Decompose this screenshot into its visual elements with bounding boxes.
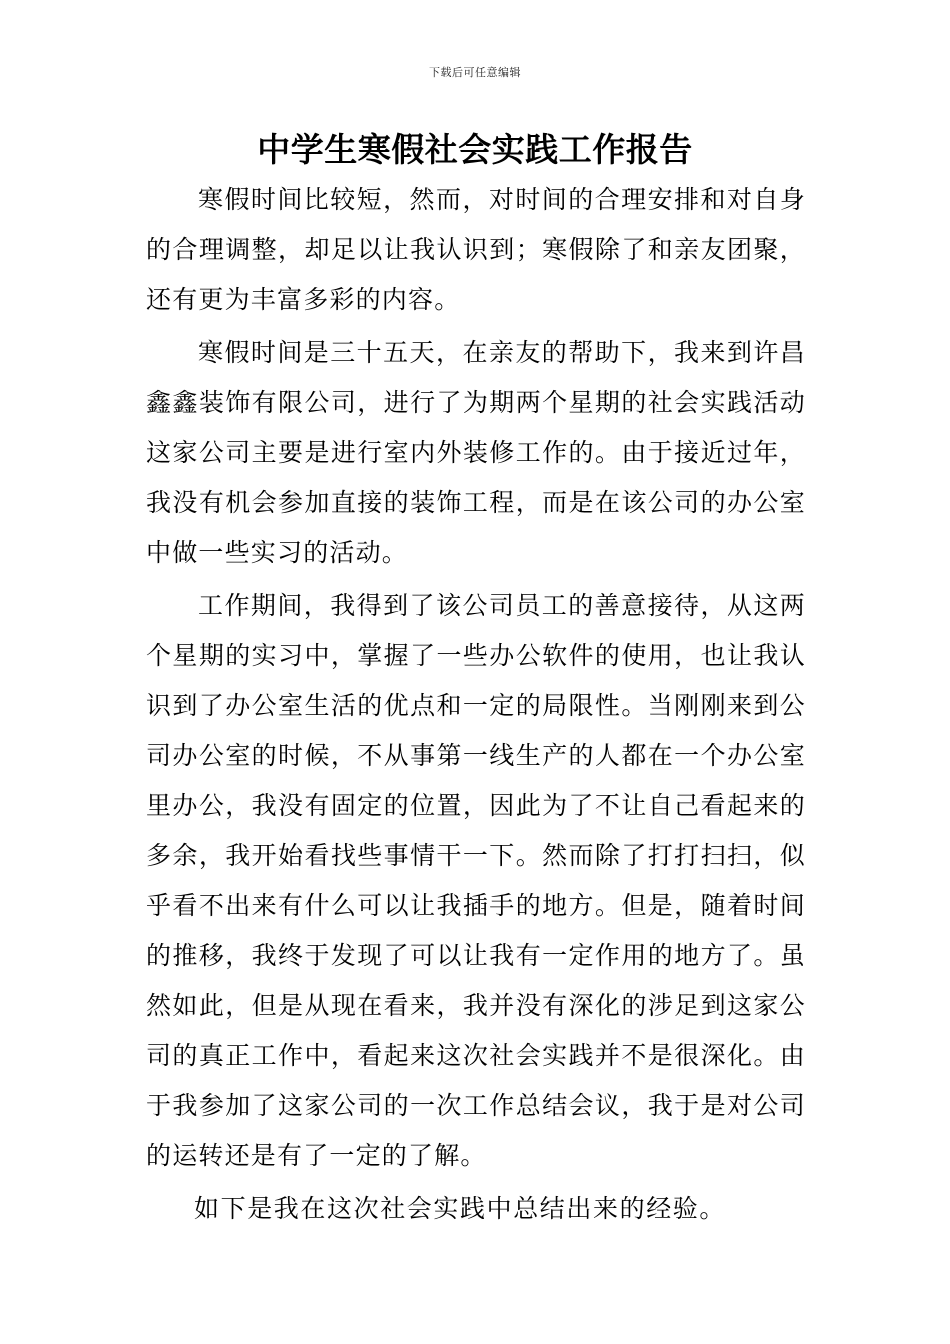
paragraph-work-period: 工作期间，我得到了该公司员工的善意接待，从这两个星期的实习中，掌握了一些办公软件的使用，也让我认识到了办公室生活的优点和一定的局限性。当刚刚来到公司办公室的时候，不从事第一线生产的人都在一个办公室里办公，我没有固定的位置，因此为了不让自己看起来的多余，我开始看找些事情干一下。然而除了打打扫扫，似乎看不出来有什么可以让我插手的地方。但是，随着时间的推移，我终于发现了可以让我有一定作用的地方了。虽然如此，但是从现在看来，我并没有深化的涉足到这家公司的真正工作中，看起来这次社会实践并不是很深化。由于我参加了这家公司的一次工作总结会议，我于是对公司的运转还是有了一定的了解。 (146, 591, 806, 1170)
document-body (146, 175, 806, 1237)
paragraph-experience-intro: 如下是我在这次社会实践中总结出来的经验。 (194, 1194, 727, 1223)
paragraph-intro: 寒假时间比较短，然而，对时间的合理安排和对自身的合理调整，却足以让我认识到；寒假除了和亲友团聚，还有更为丰富多彩的内容。 (146, 185, 806, 314)
page-header-note: 下载后可任意编辑 (429, 66, 521, 79)
document-title: 中学生寒假社会实践工作报告 (257, 130, 693, 169)
paragraph-company: 寒假时间是三十五天，在亲友的帮助下，我来到许昌鑫鑫装饰有限公司，进行了为期两个星期的社会实践活动这家公司主要是进行室内外装修工作的。由于接近过年，我没有机会参加直接的装饰工程，而是在该公司的办公室中做一些实习的活动。 (146, 338, 806, 567)
